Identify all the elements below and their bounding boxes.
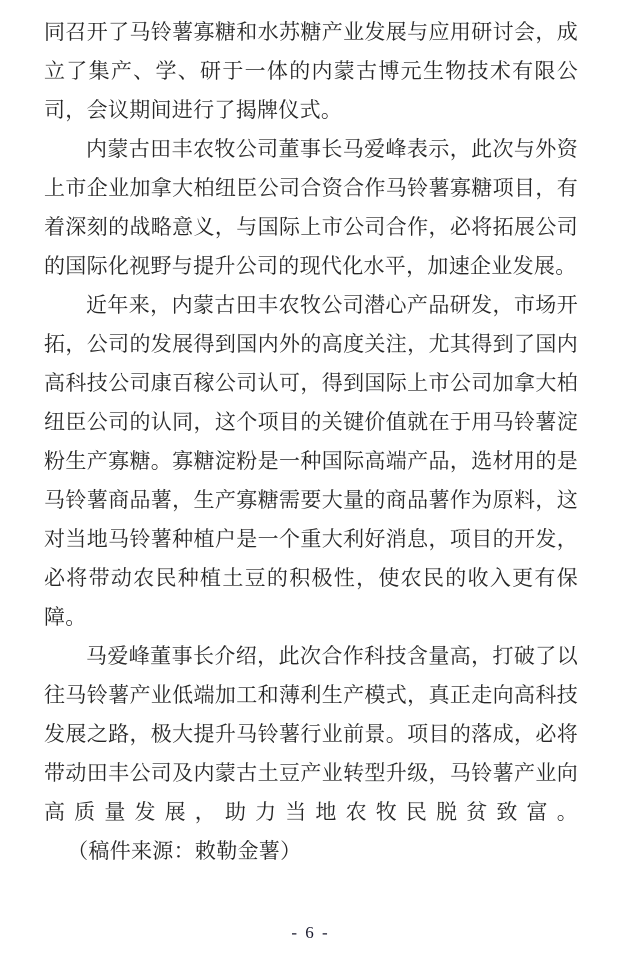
paragraph <box>44 637 578 871</box>
paragraph: 近年来，内蒙古田丰农牧公司潜心产品研发，市场开拓，公司的发展得到国内外的高度关注，尤其得到了国内高科技公司康百稼公司认可，得到国际上市公司加拿大柏纽臣公司的认同，这个项目的关键价值就在于用马铃薯淀粉生产寡糖。寡糖淀粉是一种国际高端产品，选材用的是马铃薯商品薯，生产寡糖需要大量的商品薯作为原料，这对当地马铃薯种植户是一个重大利好消息，项目的开发，必将带动农民种植土豆的积极性，使农民的收入更有保障。 <box>44 293 578 629</box>
paragraph-continuation: 同召开了马铃薯寡糖和水苏糖产业发展与应用研讨会，成立了集产、学、研于一体的内蒙古博元生物技术有限公司，会议期间进行了揭牌仪式。 <box>44 20 578 122</box>
page-number: - 6 - <box>291 923 330 942</box>
source-note: （稿件来源：敕勒金薯） <box>77 839 302 863</box>
paragraph: 内蒙古田丰农牧公司董事长马爱峰表示，此次与外资上市企业加拿大柏纽臣公司合资合作马铃薯寡糖项目，有着深刻的战略意义，与国际上市公司合作，必将拓展公司的国际化视野与提升公司的现代化水平，加速企业发展。 <box>44 137 578 278</box>
paragraph-text: 马爱峰董事长介绍，此次合作科技含量高，打破了以往马铃薯产业低端加工和薄利生产模式，真正走向高科技发展之路，极大提升马铃薯行业前景。项目的落成，必将带动田丰公司及内蒙古土豆产业转型升级，马铃薯产业向高质量发展，助力当地农牧民脱贫致富。 <box>44 644 578 824</box>
document-body <box>44 13 578 871</box>
